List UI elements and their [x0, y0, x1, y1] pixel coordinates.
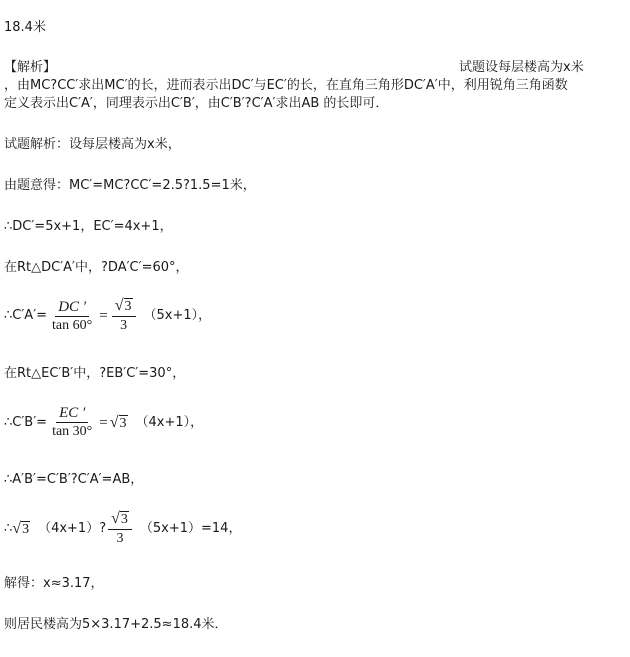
- eq3-frac-sqrt: [111, 511, 129, 527]
- eq3-frac-sqrt-value: 3: [120, 512, 128, 527]
- eq1-sqrt: [115, 298, 133, 314]
- step-solve: 解得：x≈3.17，: [4, 576, 104, 591]
- analysis-header: [4, 60, 56, 76]
- eq2-sqrt: [110, 415, 128, 431]
- eq3-mid: （4x+1）?: [38, 521, 107, 536]
- eq1-coef-numerator: [112, 298, 136, 317]
- sqrt-icon: √: [12, 520, 22, 537]
- eq1-denominator: tan 60°: [52, 317, 93, 333]
- step-dc: ∴DC′=5x+1，EC′=4x+1，: [4, 219, 173, 234]
- equation-3: [4, 511, 241, 547]
- eq2-tail: （4x+1），: [135, 414, 204, 430]
- analysis-line-1: ，由MC?CC′求出MC′的长，进而表示出DC′与EC′的长，在直角三角形DC′A′中，利用锐角三角函数: [4, 78, 568, 93]
- sqrt-icon: √: [111, 510, 120, 527]
- eq3-sqrt: [12, 521, 30, 537]
- eq1-fraction: [49, 299, 95, 334]
- step-ab: ∴A′B′=C′B′?C′A′=AB，: [4, 472, 144, 487]
- eq3-sqrt-value: 3: [22, 522, 30, 537]
- sqrt-icon: √: [109, 413, 119, 431]
- analysis-line-2: 定义表示出C′A′，同理表示出C′B′，由C′B′?C′A′求出AB 的长即可．: [4, 96, 389, 111]
- eq2-equals: =: [99, 414, 108, 431]
- eq3-lead: ∴: [4, 521, 13, 536]
- equation-1: [4, 298, 211, 334]
- eq3-frac-denominator: 3: [116, 531, 124, 546]
- eq1-tail: （5x+1），: [143, 308, 212, 323]
- eq2-fraction: [49, 405, 95, 440]
- eq3-fraction: [108, 511, 132, 547]
- analysis-right-text: 试题设每层楼高为x米: [459, 60, 584, 75]
- eq3-tail: （5x+1）=14，: [139, 521, 242, 536]
- step-given: 由题意得：MC′=MC?CC′=2.5?1.5=1米，: [4, 178, 256, 193]
- eq2-lhs: ∴C′B′=: [4, 414, 48, 430]
- eq1-lhs: ∴C′A′=: [4, 308, 48, 323]
- answer-line: 18.4米: [4, 20, 46, 35]
- eq2-numerator: EC ′: [56, 405, 88, 423]
- eq1-equals: =: [99, 308, 108, 324]
- eq2-sqrt-value: 3: [119, 415, 127, 431]
- sqrt-icon: √: [114, 297, 124, 314]
- analysis-label: 【解析】: [4, 60, 57, 75]
- eq1-numerator: DC ′: [55, 299, 89, 317]
- step-rt2: 在Rt△EC′B′中，?EB′C′=30°，: [4, 366, 186, 381]
- eq1-coef-fraction: [112, 298, 136, 334]
- step-intro: 试题解析：设每层楼高为x米，: [4, 137, 181, 152]
- step-final: 则居民楼高为5×3.17+2.5≈18.4米．: [4, 617, 228, 632]
- equation-2: [4, 405, 203, 440]
- step-rt1: 在Rt△DC′A′中，?DA′C′=60°，: [4, 260, 189, 275]
- eq1-sqrt-value: 3: [124, 299, 132, 314]
- eq2-denominator: tan 30°: [52, 424, 93, 439]
- eq3-frac-numerator: [108, 511, 132, 530]
- eq1-coef-denominator: 3: [120, 318, 128, 333]
